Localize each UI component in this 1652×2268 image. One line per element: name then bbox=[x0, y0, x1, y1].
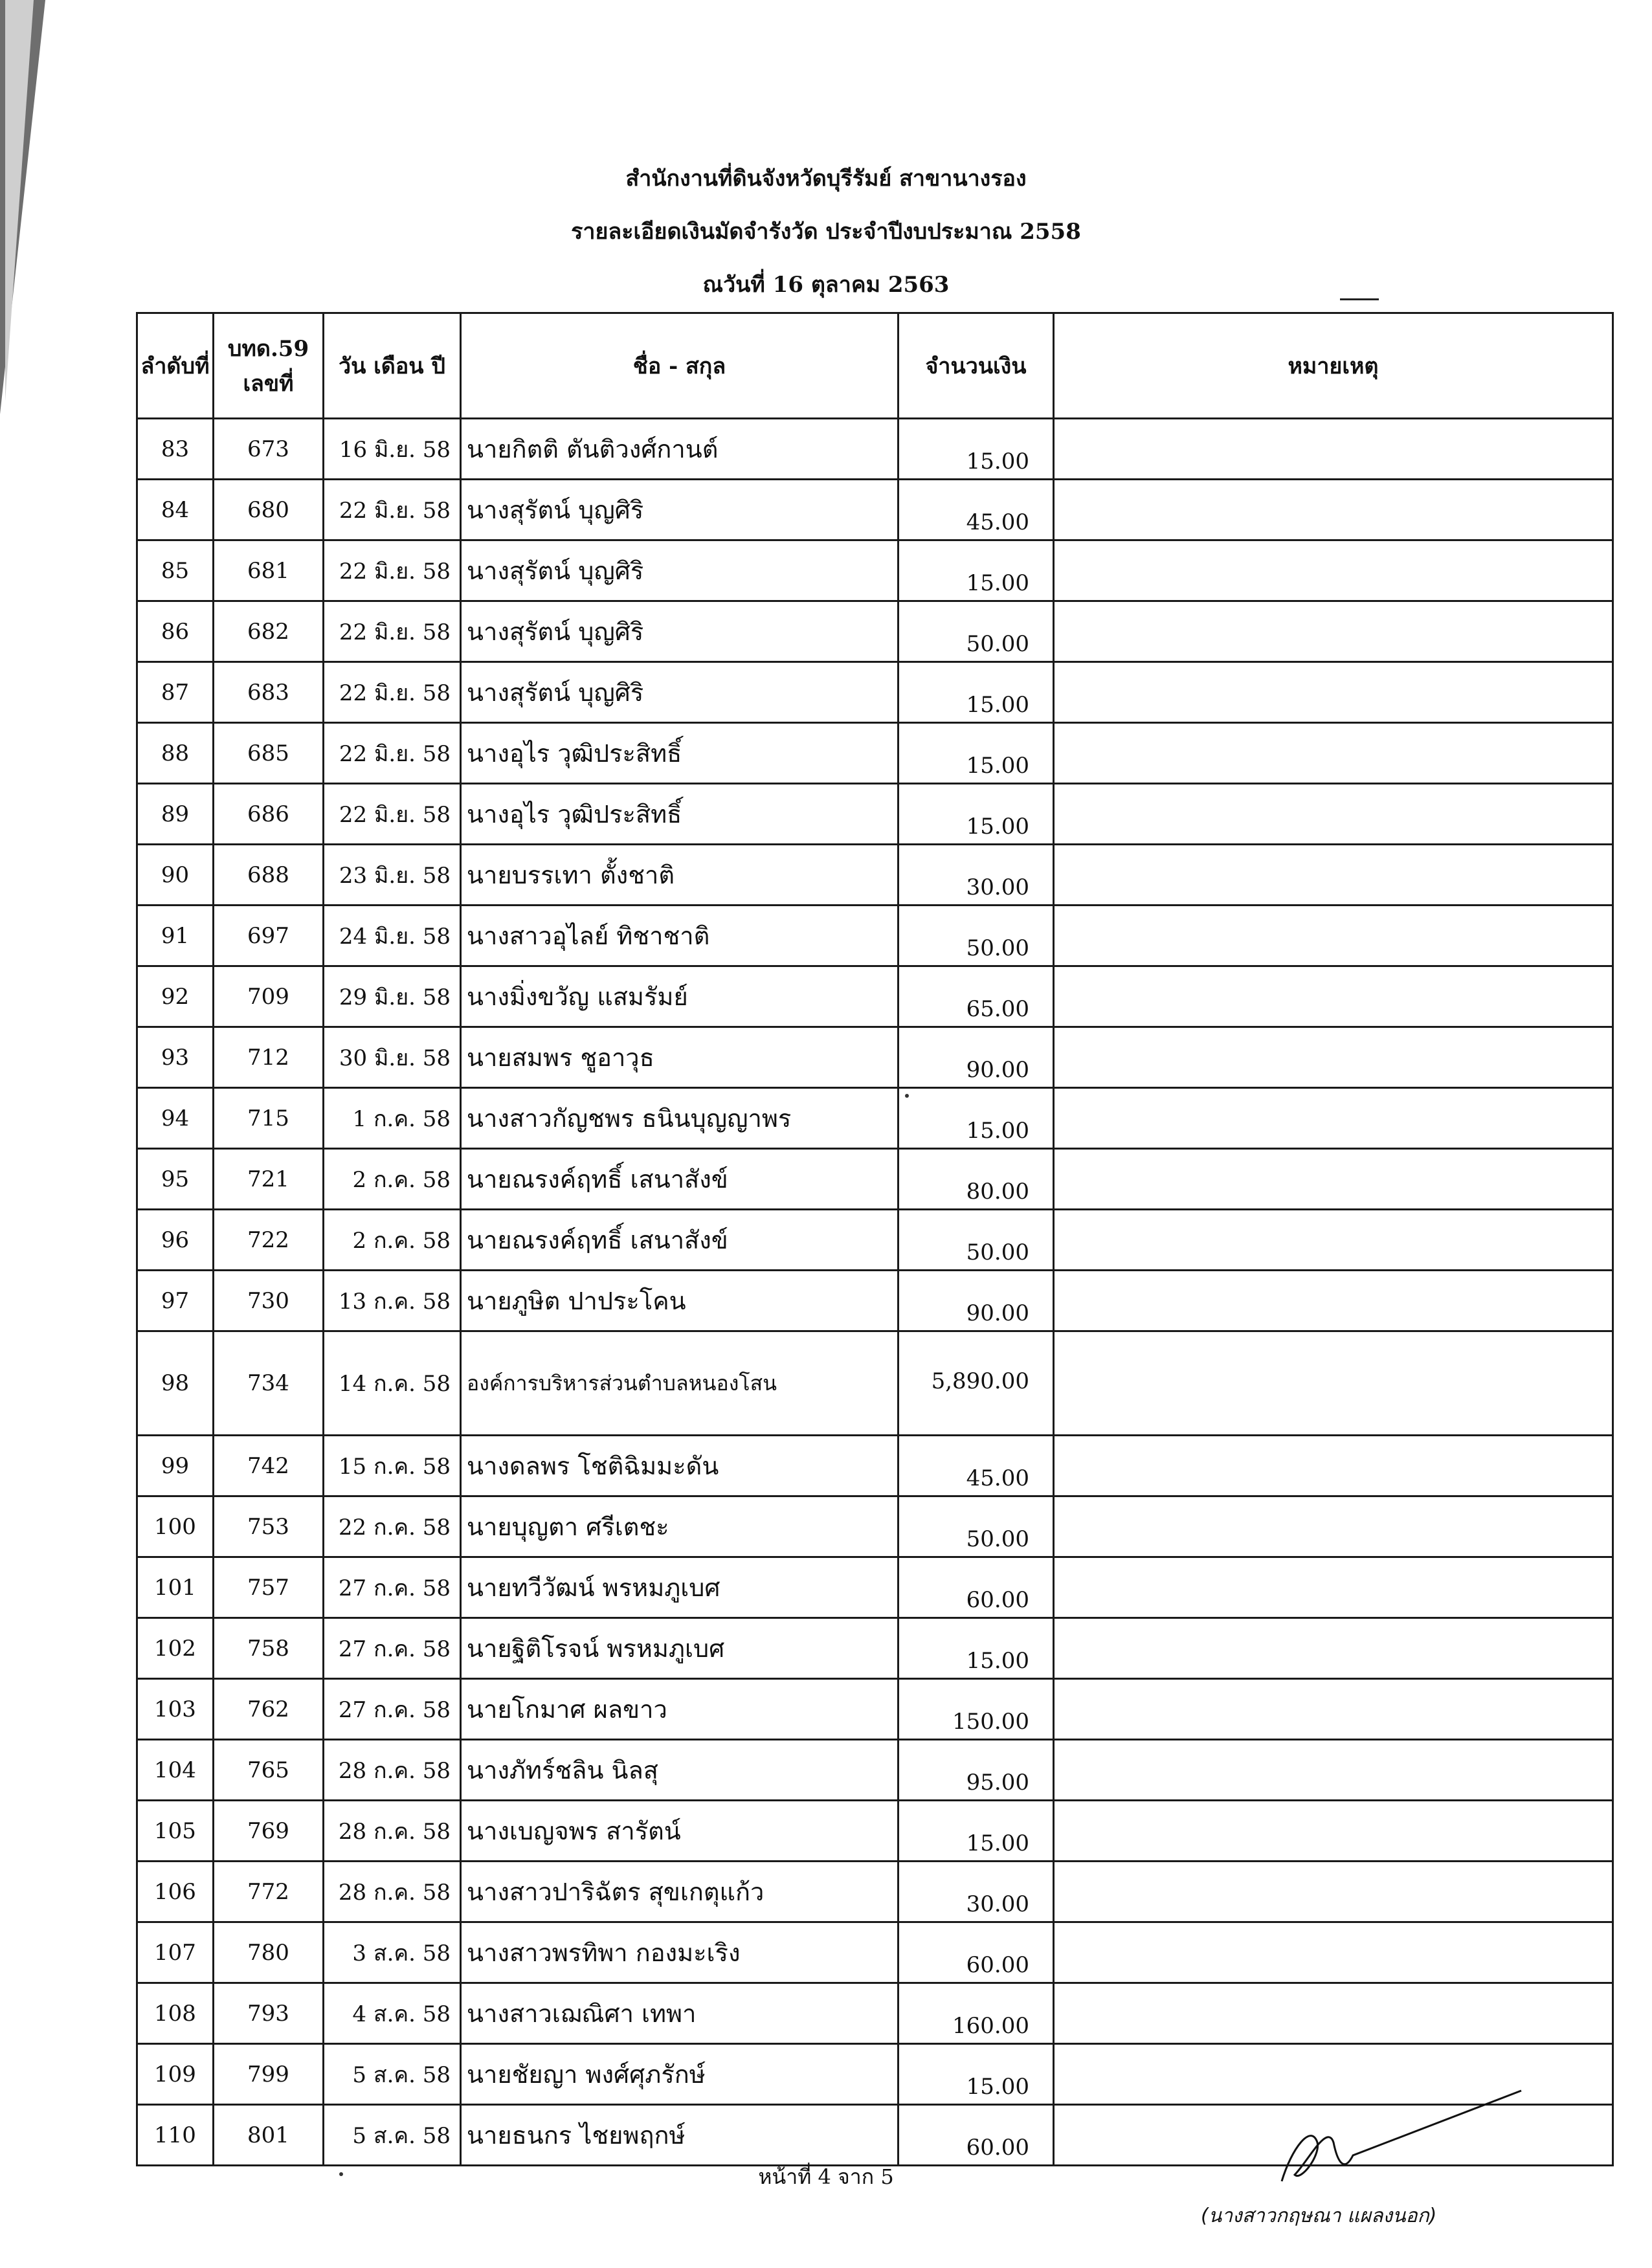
cell-note bbox=[1054, 1679, 1613, 1740]
cell-name: นางสาวกัญชพร ธนินบุญญาพร bbox=[461, 1088, 899, 1149]
deposit-table bbox=[136, 312, 1614, 2166]
table-row bbox=[137, 723, 1613, 784]
cell-index: 90 bbox=[137, 845, 214, 906]
cell-index: 97 bbox=[137, 1271, 214, 1331]
cell-record: 762 bbox=[214, 1679, 324, 1740]
cell-name: นางภัทร์ชลิน นิลสุ bbox=[461, 1740, 899, 1801]
cell-record: 765 bbox=[214, 1740, 324, 1801]
cell-note bbox=[1054, 1922, 1613, 1983]
cell-name: นางเบญจพร สารัตน์ bbox=[461, 1801, 899, 1862]
cell-amount: 15.00 bbox=[899, 723, 1054, 784]
cell-amount: 95.00 bbox=[899, 1740, 1054, 1801]
cell-date: 22 มิ.ย. 58 bbox=[324, 601, 461, 662]
table-row bbox=[137, 662, 1613, 723]
cell-amount: 15.00 bbox=[899, 540, 1054, 601]
cell-index: 108 bbox=[137, 1983, 214, 2044]
cell-name: นางอุไร วุฒิประสิทธิ์ bbox=[461, 784, 899, 845]
cell-amount: 15.00 bbox=[899, 2044, 1054, 2105]
cell-note bbox=[1054, 1331, 1613, 1436]
cell-date: 27 ก.ค. 58 bbox=[324, 1618, 461, 1679]
cell-amount: 60.00 bbox=[899, 1557, 1054, 1618]
cell-record: 683 bbox=[214, 662, 324, 723]
table-row bbox=[137, 845, 1613, 906]
cell-amount: 45.00 bbox=[899, 480, 1054, 540]
col-header-record: บทด.59 เลขที่ bbox=[214, 313, 324, 419]
table-row bbox=[137, 540, 1613, 601]
cell-note bbox=[1054, 1618, 1613, 1679]
cell-record: 793 bbox=[214, 1983, 324, 2044]
cell-note bbox=[1054, 1210, 1613, 1271]
cell-record: 753 bbox=[214, 1496, 324, 1557]
cell-note bbox=[1054, 1149, 1613, 1210]
cell-index: 94 bbox=[137, 1088, 214, 1149]
cell-note bbox=[1054, 1740, 1613, 1801]
cell-date: 30 มิ.ย. 58 bbox=[324, 1027, 461, 1088]
cell-record: 680 bbox=[214, 480, 324, 540]
cell-amount: 50.00 bbox=[899, 1496, 1054, 1557]
table-header-row bbox=[137, 313, 1613, 419]
cell-name: นายโกมาศ ผลขาว bbox=[461, 1679, 899, 1740]
cell-name: นางสาวพรทิพา กองมะเริง bbox=[461, 1922, 899, 1983]
cell-note bbox=[1054, 784, 1613, 845]
cell-name: นางสุรัตน์ บุญศิริ bbox=[461, 601, 899, 662]
cell-name: นางสาวอุไลย์ ทิชาชาติ bbox=[461, 906, 899, 966]
cell-name: นางสุรัตน์ บุญศิริ bbox=[461, 540, 899, 601]
cell-date: 22 มิ.ย. 58 bbox=[324, 540, 461, 601]
cell-date: 22 ก.ค. 58 bbox=[324, 1496, 461, 1557]
cell-record: 799 bbox=[214, 2044, 324, 2105]
cell-date: 5 ส.ค. 58 bbox=[324, 2105, 461, 2166]
cell-amount: 15.00 bbox=[899, 1088, 1054, 1149]
cell-amount: 45.00 bbox=[899, 1436, 1054, 1496]
cell-amount: 15.00 bbox=[899, 419, 1054, 480]
cell-name: นางดลพร โชติฉิมมะดัน bbox=[461, 1436, 899, 1496]
cell-amount: 90.00 bbox=[899, 1027, 1054, 1088]
table-row bbox=[137, 906, 1613, 966]
cell-amount: 150.00 bbox=[899, 1679, 1054, 1740]
cell-date: 28 ก.ค. 58 bbox=[324, 1862, 461, 1922]
table-row bbox=[137, 480, 1613, 540]
cell-date: 24 มิ.ย. 58 bbox=[324, 906, 461, 966]
cell-note bbox=[1054, 1862, 1613, 1922]
cell-amount: 15.00 bbox=[899, 784, 1054, 845]
cell-note bbox=[1054, 845, 1613, 906]
cell-index: 110 bbox=[137, 2105, 214, 2166]
cell-index: 100 bbox=[137, 1496, 214, 1557]
cell-index: 96 bbox=[137, 1210, 214, 1271]
cell-date: 22 มิ.ย. 58 bbox=[324, 480, 461, 540]
table-row bbox=[137, 966, 1613, 1027]
table-row bbox=[137, 1271, 1613, 1331]
cell-record: 715 bbox=[214, 1088, 324, 1149]
office-heading: สำนักงานที่ดินจังหวัดบุรีรัมย์ สาขานางรอง bbox=[625, 166, 1027, 192]
cell-record: 673 bbox=[214, 419, 324, 480]
cell-amount: 50.00 bbox=[899, 1210, 1054, 1271]
cell-name: นางสาวปาริฉัตร สุขเกตุแก้ว bbox=[461, 1862, 899, 1922]
cell-record: 682 bbox=[214, 601, 324, 662]
cell-note bbox=[1054, 1801, 1613, 1862]
report-date: ณวันที่ 16 ตุลาคม 2563 bbox=[702, 272, 950, 298]
cell-amount: 5,890.00 bbox=[899, 1331, 1054, 1436]
ink-speck bbox=[905, 1094, 909, 1098]
cell-record: 685 bbox=[214, 723, 324, 784]
cell-date: 27 ก.ค. 58 bbox=[324, 1557, 461, 1618]
table-row bbox=[137, 1027, 1613, 1088]
cell-record: 734 bbox=[214, 1331, 324, 1436]
cell-index: 83 bbox=[137, 419, 214, 480]
cell-record: 769 bbox=[214, 1801, 324, 1862]
cell-note bbox=[1054, 1088, 1613, 1149]
signature-scrawl bbox=[1256, 2084, 1528, 2201]
cell-date: 22 มิ.ย. 58 bbox=[324, 662, 461, 723]
cell-note bbox=[1054, 1496, 1613, 1557]
cell-index: 102 bbox=[137, 1618, 214, 1679]
cell-record: 772 bbox=[214, 1862, 324, 1922]
cell-name: นางสุรัตน์ บุญศิริ bbox=[461, 662, 899, 723]
cell-index: 85 bbox=[137, 540, 214, 601]
cell-index: 95 bbox=[137, 1149, 214, 1210]
cell-index: 84 bbox=[137, 480, 214, 540]
cell-name: นายกิตติ ตันติวงศ์กานต์ bbox=[461, 419, 899, 480]
cell-date: 5 ส.ค. 58 bbox=[324, 2044, 461, 2105]
cell-amount: 90.00 bbox=[899, 1271, 1054, 1331]
cell-note bbox=[1054, 906, 1613, 966]
cell-amount: 15.00 bbox=[899, 1801, 1054, 1862]
cell-date: 13 ก.ค. 58 bbox=[324, 1271, 461, 1331]
cell-record: 758 bbox=[214, 1618, 324, 1679]
cell-record: 780 bbox=[214, 1922, 324, 1983]
cell-amount: 80.00 bbox=[899, 1149, 1054, 1210]
cell-record: 686 bbox=[214, 784, 324, 845]
table-row bbox=[137, 1740, 1613, 1801]
cell-date: 16 มิ.ย. 58 bbox=[324, 419, 461, 480]
cell-name: นายณรงค์ฤทธิ์ เสนาสังข์ bbox=[461, 1149, 899, 1210]
table-row bbox=[137, 1983, 1613, 2044]
table-body bbox=[137, 419, 1613, 2166]
cell-index: 98 bbox=[137, 1331, 214, 1436]
cell-index: 109 bbox=[137, 2044, 214, 2105]
cell-amount: 15.00 bbox=[899, 1618, 1054, 1679]
table-row bbox=[137, 601, 1613, 662]
cell-index: 107 bbox=[137, 1922, 214, 1983]
cell-amount: 30.00 bbox=[899, 845, 1054, 906]
cell-amount: 60.00 bbox=[899, 2105, 1054, 2166]
cell-index: 106 bbox=[137, 1862, 214, 1922]
cell-note bbox=[1054, 419, 1613, 480]
table-row bbox=[137, 1436, 1613, 1496]
table-row bbox=[137, 1618, 1613, 1679]
cell-note bbox=[1054, 1557, 1613, 1618]
cell-note bbox=[1054, 480, 1613, 540]
cell-note bbox=[1054, 1983, 1613, 2044]
col-header-name: ชื่อ - สกุล bbox=[461, 313, 899, 419]
cell-record: 730 bbox=[214, 1271, 324, 1331]
cell-index: 88 bbox=[137, 723, 214, 784]
cell-amount: 30.00 bbox=[899, 1862, 1054, 1922]
table-row bbox=[137, 1088, 1613, 1149]
cell-record: 709 bbox=[214, 966, 324, 1027]
table-row bbox=[137, 1210, 1613, 1271]
cell-name: องค์การบริหารส่วนตำบลหนองโสน bbox=[461, 1331, 899, 1436]
cell-date: 22 มิ.ย. 58 bbox=[324, 784, 461, 845]
table-row bbox=[137, 1862, 1613, 1922]
cell-name: นายภูษิต ปาประโคน bbox=[461, 1271, 899, 1331]
table-row bbox=[137, 1331, 1613, 1436]
cell-date: 14 ก.ค. 58 bbox=[324, 1331, 461, 1436]
col-header-index: ลำดับที่ bbox=[137, 313, 214, 419]
cell-name: นางสาวเฌณิศา เทพา bbox=[461, 1983, 899, 2044]
cell-date: 2 ก.ค. 58 bbox=[324, 1210, 461, 1271]
cell-index: 89 bbox=[137, 784, 214, 845]
cell-record: 742 bbox=[214, 1436, 324, 1496]
cell-amount: 65.00 bbox=[899, 966, 1054, 1027]
cell-record: 681 bbox=[214, 540, 324, 601]
signer-name: (นางสาวกฤษณา แผลงนอก) bbox=[1201, 2205, 1437, 2227]
table-row bbox=[137, 1679, 1613, 1740]
cell-name: นายชัยญา พงศ์ศุภรักษ์ bbox=[461, 2044, 899, 2105]
cell-name: นายณรงค์ฤทธิ์ เสนาสังข์ bbox=[461, 1210, 899, 1271]
table-row bbox=[137, 1557, 1613, 1618]
cell-index: 93 bbox=[137, 1027, 214, 1088]
cell-note bbox=[1054, 601, 1613, 662]
cell-index: 101 bbox=[137, 1557, 214, 1618]
cell-date: 28 ก.ค. 58 bbox=[324, 1740, 461, 1801]
table-row bbox=[137, 1149, 1613, 1210]
cell-note bbox=[1054, 1436, 1613, 1496]
page-number: หน้าที่ 4 จาก 5 bbox=[758, 2164, 894, 2189]
cell-index: 105 bbox=[137, 1801, 214, 1862]
cell-amount: 160.00 bbox=[899, 1983, 1054, 2044]
cell-name: นางอุไร วุฒิประสิทธิ์ bbox=[461, 723, 899, 784]
cell-name: นายบรรเทา ตั้งชาติ bbox=[461, 845, 899, 906]
cell-record: 801 bbox=[214, 2105, 324, 2166]
cell-index: 86 bbox=[137, 601, 214, 662]
cell-amount: 60.00 bbox=[899, 1922, 1054, 1983]
cell-name: นายฐิติโรจน์ พรหมภูเบศ bbox=[461, 1618, 899, 1679]
cell-record: 697 bbox=[214, 906, 324, 966]
cell-record: 721 bbox=[214, 1149, 324, 1210]
cell-amount: 50.00 bbox=[899, 906, 1054, 966]
cell-note bbox=[1054, 1271, 1613, 1331]
cell-date: 1 ก.ค. 58 bbox=[324, 1088, 461, 1149]
col-header-date: วัน เดือน ปี bbox=[324, 313, 461, 419]
cell-name: นายทวีวัฒน์ พรหมภูเบศ bbox=[461, 1557, 899, 1618]
table-row bbox=[137, 1496, 1613, 1557]
cell-name: นางสุรัตน์ บุญศิริ bbox=[461, 480, 899, 540]
table-row bbox=[137, 1922, 1613, 1983]
cell-note bbox=[1054, 540, 1613, 601]
cell-date: 15 ก.ค. 58 bbox=[324, 1436, 461, 1496]
col-header-note: หมายเหตุ bbox=[1054, 313, 1613, 419]
table-row bbox=[137, 419, 1613, 480]
col-header-amount: จำนวนเงิน bbox=[899, 313, 1054, 419]
cell-index: 91 bbox=[137, 906, 214, 966]
cell-index: 99 bbox=[137, 1436, 214, 1496]
cell-name: นายธนกร ไชยพฤกษ์ bbox=[461, 2105, 899, 2166]
cell-index: 87 bbox=[137, 662, 214, 723]
cell-name: นายสมพร ชูอาวุธ bbox=[461, 1027, 899, 1088]
cell-date: 4 ส.ค. 58 bbox=[324, 1983, 461, 2044]
cell-date: 2 ก.ค. 58 bbox=[324, 1149, 461, 1210]
cell-index: 92 bbox=[137, 966, 214, 1027]
cell-record: 757 bbox=[214, 1557, 324, 1618]
table-row bbox=[137, 1801, 1613, 1862]
cell-record: 688 bbox=[214, 845, 324, 906]
cell-note bbox=[1054, 723, 1613, 784]
cell-amount: 50.00 bbox=[899, 601, 1054, 662]
cell-index: 103 bbox=[137, 1679, 214, 1740]
cell-date: 28 ก.ค. 58 bbox=[324, 1801, 461, 1862]
cell-note bbox=[1054, 662, 1613, 723]
cell-date: 27 ก.ค. 58 bbox=[324, 1679, 461, 1740]
cell-index: 104 bbox=[137, 1740, 214, 1801]
cell-amount: 15.00 bbox=[899, 662, 1054, 723]
cell-date: 29 มิ.ย. 58 bbox=[324, 966, 461, 1027]
page-curl-highlight bbox=[5, 0, 34, 401]
cell-date: 3 ส.ค. 58 bbox=[324, 1922, 461, 1983]
cell-note bbox=[1054, 1027, 1613, 1088]
cell-date: 23 มิ.ย. 58 bbox=[324, 845, 461, 906]
cell-record: 722 bbox=[214, 1210, 324, 1271]
document-title: รายละเอียดเงินมัดจำรังวัด ประจำปีงบประมาณ 2558 bbox=[571, 219, 1081, 245]
table-row bbox=[137, 784, 1613, 845]
cell-record: 712 bbox=[214, 1027, 324, 1088]
cell-name: นางมิ่งขวัญ แสมรัมย์ bbox=[461, 966, 899, 1027]
pen-mark bbox=[1340, 298, 1379, 300]
cell-note bbox=[1054, 966, 1613, 1027]
cell-date: 22 มิ.ย. 58 bbox=[324, 723, 461, 784]
cell-name: นายบุญตา ศรีเตชะ bbox=[461, 1496, 899, 1557]
